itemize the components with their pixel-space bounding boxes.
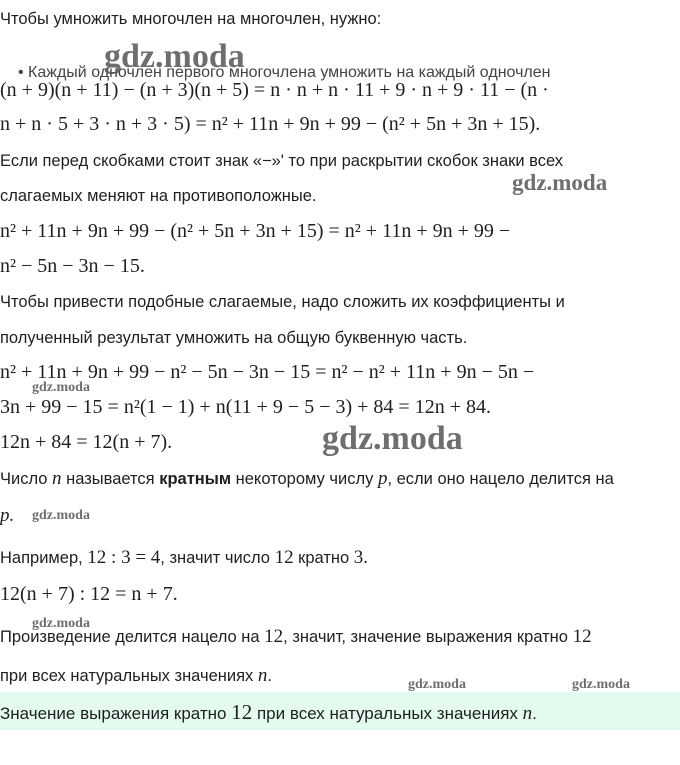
text-line: полученный результат умножить на общую буквенную часть. bbox=[0, 329, 468, 347]
watermark: gdz.moda bbox=[408, 677, 466, 692]
watermark: gdz.moda bbox=[32, 380, 90, 395]
watermark: gdz.moda bbox=[32, 508, 90, 523]
watermark: gdz.moda bbox=[104, 38, 245, 75]
watermark: gdz.moda bbox=[32, 616, 90, 631]
math-line: n² − 5n − 3n − 15. bbox=[0, 255, 145, 277]
math-line: 12n + 84 = 12(n + 7). bbox=[0, 431, 173, 453]
math-line: p. bbox=[0, 505, 15, 526]
text-line: Если перед скобками стоит знак «−»' то при раскрытии скобок знаки всех bbox=[0, 152, 564, 170]
math-line: 3n + 99 − 15 = n²(1 − 1) + n(11 + 9 − 5 − 3) + 84 = 12n + 84. bbox=[0, 396, 491, 418]
math-line: 12(n + 7) : 12 = n + 7. bbox=[0, 583, 178, 605]
math-line: n² + 11n + 9n + 99 − (n² + 5n + 3n + 15) = n² + 11n + 9n + 99 − bbox=[0, 220, 511, 242]
text-line: слагаемых меняют на противоположные. bbox=[0, 187, 317, 205]
definition-line: Число n называется кратным некоторому числу p, если оно нацело делится на bbox=[0, 468, 614, 489]
math-line: n + n · 5 + 3 · n + 3 · 5) = n² + 11n + 9n + 99 − (n² + 5n + 3n + 15). bbox=[0, 113, 541, 135]
watermark: gdz.moda bbox=[512, 170, 608, 195]
watermark: gdz.moda bbox=[322, 420, 463, 457]
watermark: gdz.moda bbox=[572, 677, 630, 692]
text-line: Произведение делится нацело на 12, значит, значение выражения кратно 12 bbox=[0, 626, 592, 647]
math-line: n² + 11n + 9n + 99 − n² − 5n − 3n − 15 = n² − n² + 11n + 9n − 5n − bbox=[0, 361, 535, 383]
answer-text: Значение выражения кратно 12 при всех натуральных значениях n. bbox=[0, 700, 537, 724]
bullet-clipped: • Каждый одночлен первого многочлена умножить на каждый одночлен bbox=[18, 64, 551, 81]
math-line: (n + 9)(n + 11) − (n + 3)(n + 5) = n · n + n · 11 + 9 · n + 9 · 11 − (n · bbox=[0, 79, 549, 101]
intro-text: Чтобы умножить многочлен на многочлен, нужно: bbox=[0, 10, 382, 28]
example-line: Например, 12 : 3 = 4, значит число 12 кратно 3. bbox=[0, 547, 369, 568]
text-line: при всех натуральных значениях n. bbox=[0, 665, 272, 686]
text-line: Чтобы привести подобные слагаемые, надо сложить их коэффициенты и bbox=[0, 293, 565, 311]
